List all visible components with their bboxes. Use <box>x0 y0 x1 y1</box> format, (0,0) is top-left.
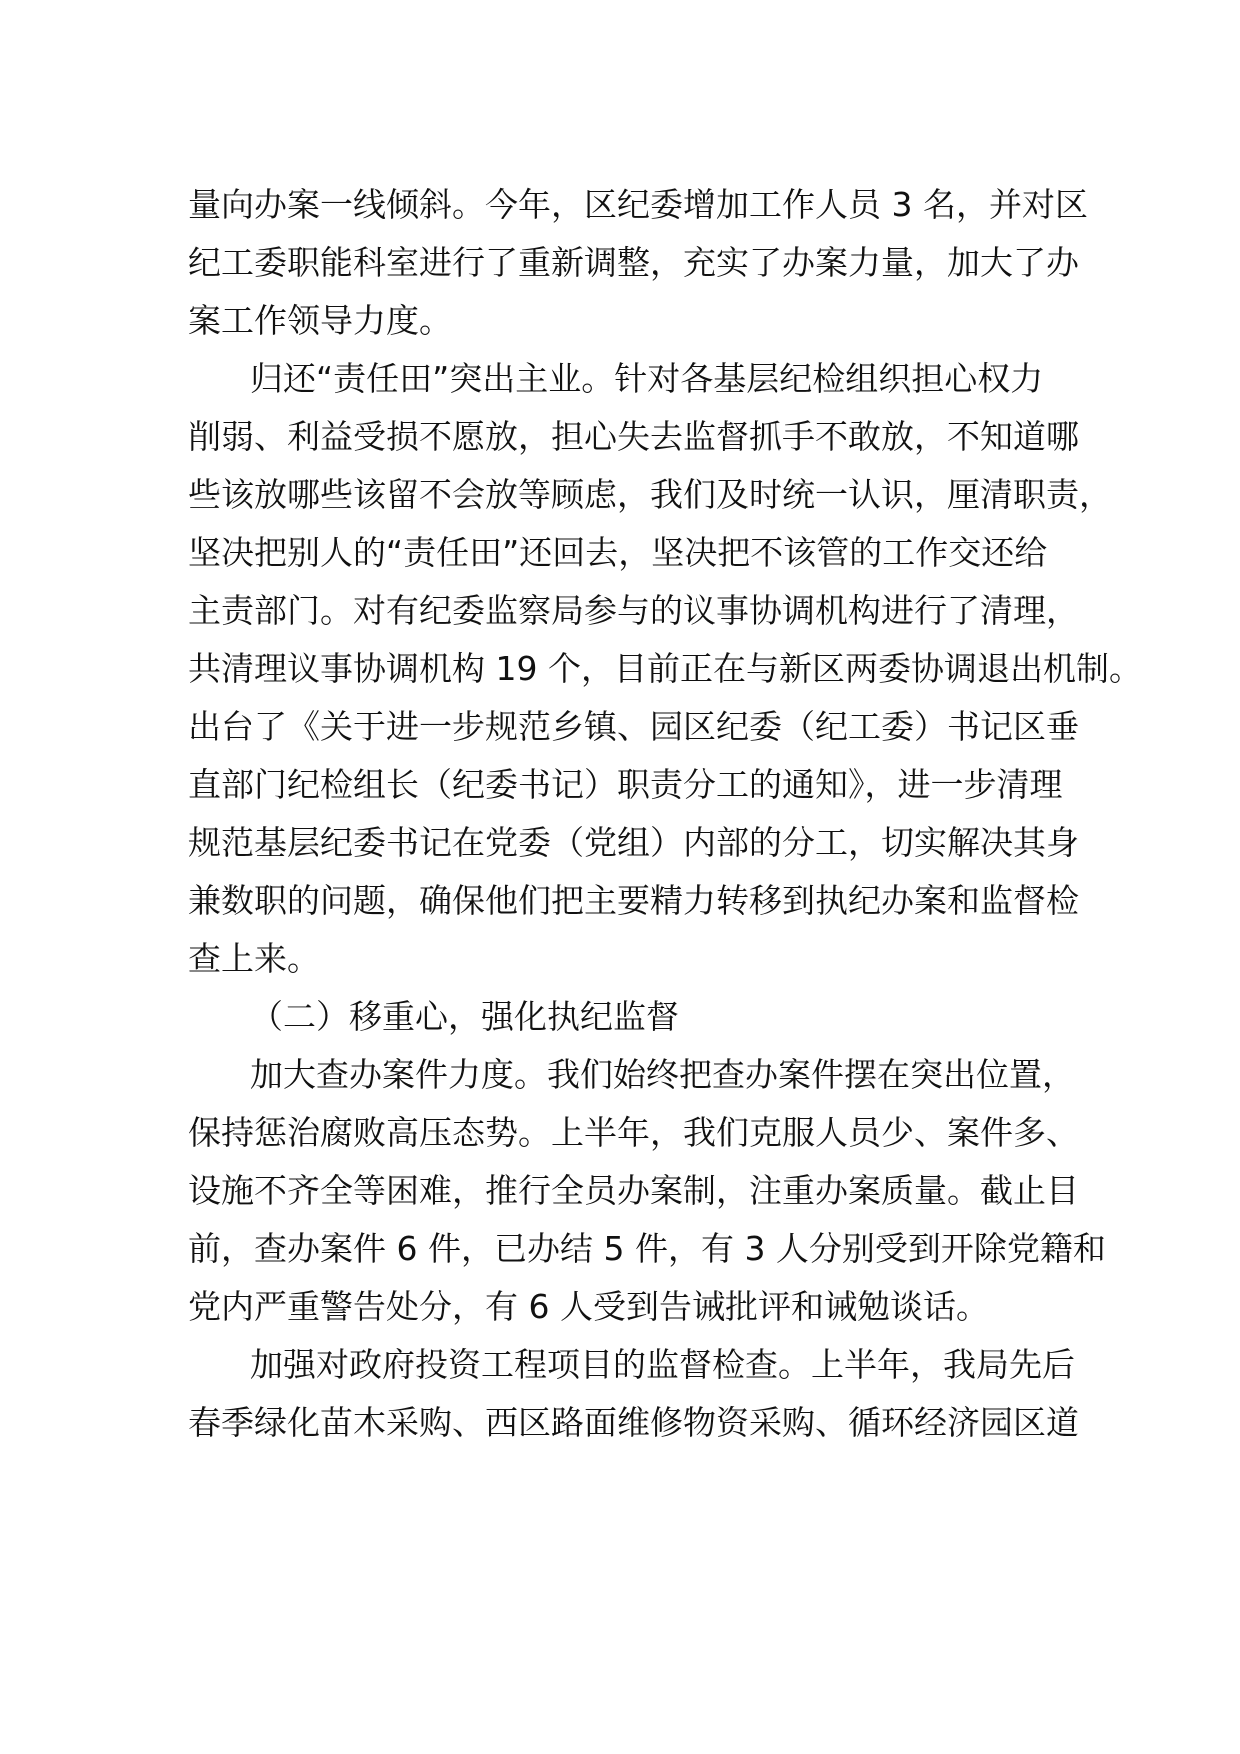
text-line: 查上来。 <box>188 939 320 978</box>
text-line: 些该放哪些该留不会放等顾虑，我们及时统一认识，厘清职责， <box>188 475 1112 514</box>
text-line: 直部门纪检组长（纪委书记）职责分工的通知》，进一步清理 <box>188 765 1063 804</box>
text-line: 共清理议事协调机构 19 个，目前正在与新区两委协调退出机制。 <box>188 649 1142 688</box>
text-line: 出台了《关于进一步规范乡镇、园区纪委（纪工委）书记区垂 <box>188 707 1079 746</box>
text-line: 主责部门。对有纪委监察局参与的议事协调机构进行了清理， <box>188 591 1079 630</box>
text-line: 保持惩治腐败高压态势。上半年，我们克服人员少、案件多、 <box>188 1113 1079 1152</box>
text-line: 规范基层纪委书记在党委（党组）内部的分工，切实解决其身 <box>188 823 1079 862</box>
text-line: 削弱、利益受损不愿放，担心失去监督抓手不敢放，不知道哪 <box>188 417 1079 456</box>
text-line: 坚决把别人的“责任田”还回去，坚决把不该管的工作交还给 <box>188 533 1048 572</box>
text-line: 春季绿化苗木采购、西区路面维修物资采购、循环经济园区道 <box>188 1403 1079 1442</box>
text-line: 前，查办案件 6 件，已办结 5 件，有 3 人分别受到开除党籍和 <box>188 1229 1106 1268</box>
text-line: 党内严重警告处分，有 6 人受到告诫批评和诫勉谈话。 <box>188 1287 989 1326</box>
text-line: 案工作领导力度。 <box>188 301 452 340</box>
text-line: 设施不齐全等困难，推行全员办案制，注重办案质量。截止目 <box>188 1171 1079 1210</box>
paragraph-heading-line: 加强对政府投资工程项目的监督检查。上半年，我局先后 <box>250 1345 1075 1384</box>
paragraph-heading-line: 加大查办案件力度。我们始终把查办案件摆在突出位置， <box>250 1055 1075 1094</box>
text-line: 兼数职的问题，确保他们把主要精力转移到执纪办案和监督检 <box>188 881 1079 920</box>
text-line: 量向办案一线倾斜。今年，区纪委增加工作人员 3 名，并对区 <box>188 185 1088 224</box>
section-heading: （二）移重心，强化执纪监督 <box>250 997 679 1036</box>
paragraph-heading-line: 归还“责任田”突出主业。针对各基层纪检组织担心权力 <box>250 359 1044 398</box>
text-line: 纪工委职能科室进行了重新调整，充实了办案力量，加大了办 <box>188 243 1079 282</box>
